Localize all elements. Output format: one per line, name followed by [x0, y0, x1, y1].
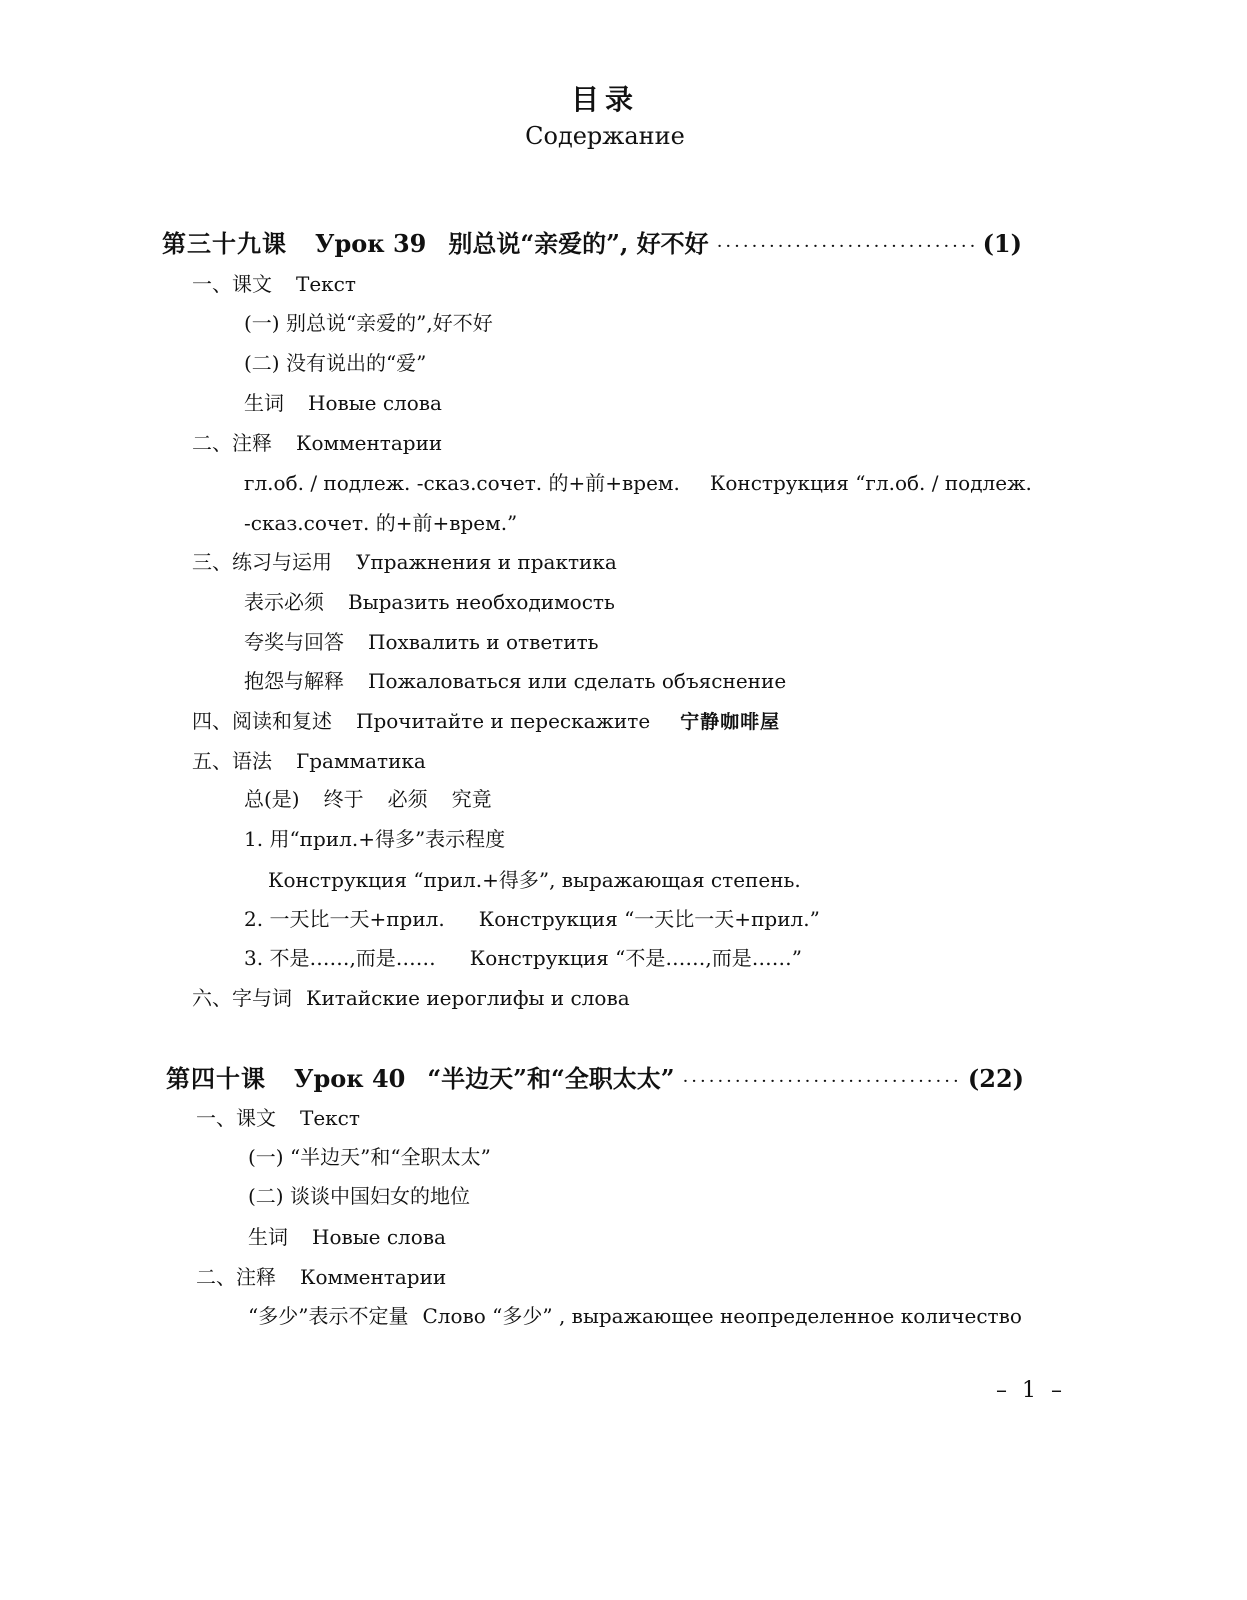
page-title-cn: 目录 — [570, 83, 639, 116]
grammar-words: 总(是) 终于 必须 究竟 — [244, 787, 492, 811]
toc-entry: гл.об. / подлеж. -сказ.сочет. 的+前+врем. Конструкция “гл.об. / подлеж. — [244, 471, 1032, 495]
toc-entry: 生词 Новые слова — [248, 1225, 446, 1249]
toc-entry: “多少”表示不定量 Слово “多少” , выражающее неопределенное количество — [248, 1304, 1022, 1328]
toc-entry: (一) 别总说“亲爱的”,好不好 — [244, 311, 493, 335]
toc-entry: 夸奖与回答 Похвалить и ответить — [244, 630, 599, 654]
lesson-number-cn: 第四十课 — [166, 1064, 266, 1093]
toc-entry: 表示必须 Выразить необходимость — [244, 590, 615, 614]
lesson-page-ref: (22) — [967, 1064, 1024, 1093]
toc-entry: 二、注释 Комментарии — [192, 431, 443, 455]
leader-dots — [683, 1071, 960, 1092]
handwritten-note: 宁静咖啡屋 — [680, 711, 781, 733]
toc-entry: 生词 Новые слова — [244, 391, 442, 415]
toc-entry: 六、字与词 Китайские иероглифы и слова — [192, 986, 630, 1010]
lesson-name: “半边天”和“全职太太” — [427, 1064, 675, 1093]
page-number: – 1 – — [996, 1378, 1066, 1403]
toc-entry: 四、阅读和复述 Прочитайте и перескажите 宁静咖啡屋 — [192, 709, 781, 733]
toc-entry: (一) “半边天”和“全职太太” — [248, 1145, 491, 1169]
toc-entry: 五、语法 Грамматика — [192, 749, 426, 773]
toc-entry: 一、课文 Текст — [192, 272, 356, 296]
toc-entry: 1. 用“прил.+得多”表示程度 — [244, 827, 506, 851]
lesson-40-heading[interactable] — [166, 1059, 1024, 1095]
toc-entry: Конструкция “прил.+得多”, выражающая степень. — [268, 868, 801, 892]
toc-entry: 3. 不是……,而是…… Конструкция “不是……,而是……” — [244, 946, 802, 970]
page-title-ru: Содержание — [525, 122, 685, 150]
toc-entry: (二) 没有说出的“爱” — [244, 351, 427, 375]
toc-entry: -сказ.сочет. 的+前+врем.” — [244, 511, 518, 535]
lesson-page-ref: (1) — [982, 229, 1022, 258]
lesson-39-heading[interactable] — [162, 224, 1022, 260]
lesson-number-cn: 第三十九课 — [162, 229, 287, 258]
toc-entry: 抱怨与解释 Пожаловаться или сделать объяснение — [244, 669, 787, 693]
toc-entry: 2. 一天比一天+прил. Конструкция “一天比一天+прил.” — [244, 907, 820, 931]
lesson-name: 别总说“亲爱的”, 好不好 — [448, 229, 709, 258]
toc-entry: 三、练习与运用 Упражнения и практика — [192, 550, 617, 574]
leader-dots — [717, 236, 975, 257]
toc-entry: 二、注释 Комментарии — [196, 1265, 447, 1289]
toc-entry: (二) 谈谈中国妇女的地位 — [248, 1184, 470, 1208]
toc-entry: 一、课文 Текст — [196, 1106, 360, 1130]
lesson-number-ru: Урок 40 — [294, 1064, 406, 1093]
lesson-number-ru: Урок 39 — [315, 229, 427, 258]
